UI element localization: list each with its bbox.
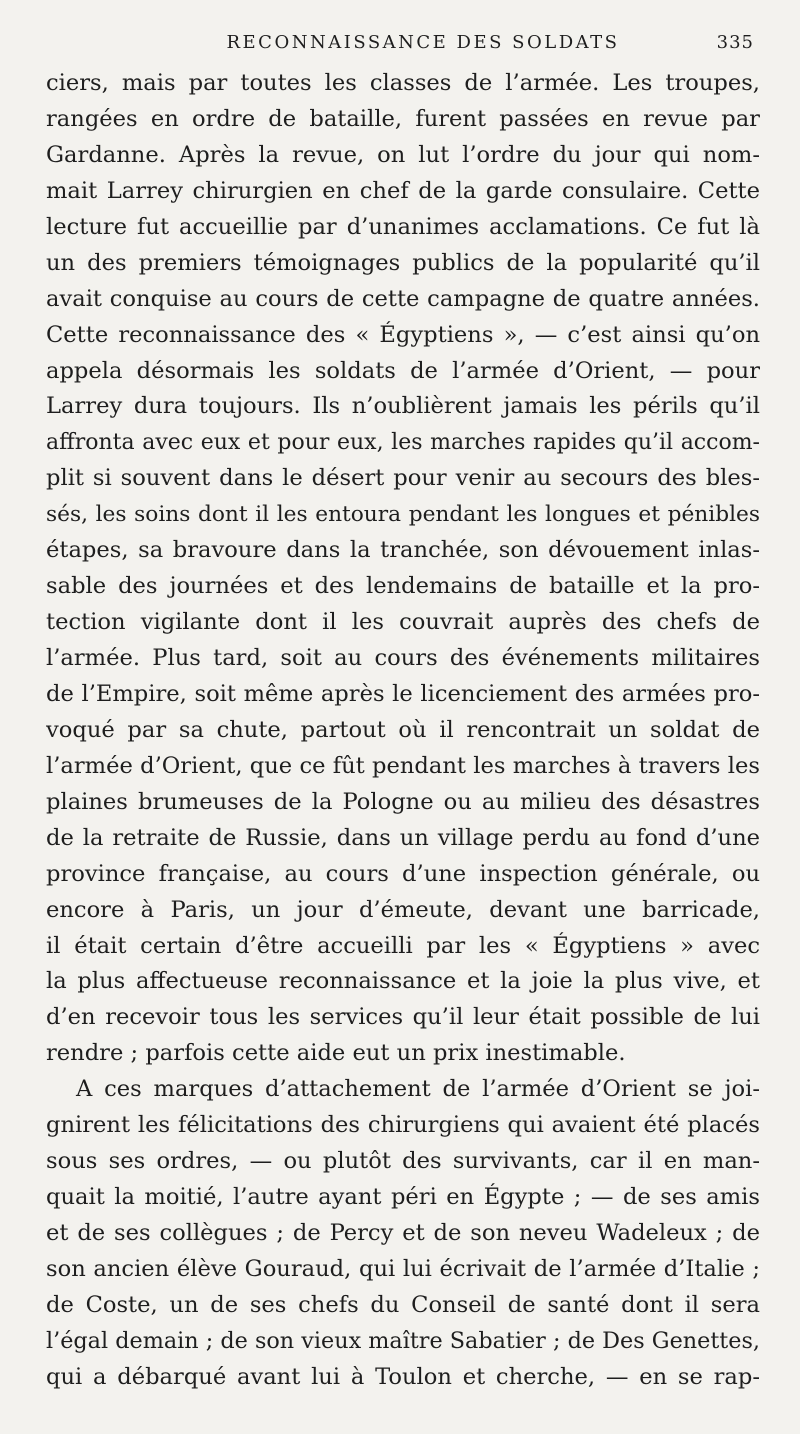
text-line: étapes, sa bravoure dans la tranchée, son dévouement inlas-	[46, 537, 760, 564]
text-line: sous ses ordres, — ou plutôt des survivants, car il en man-	[46, 1148, 760, 1175]
text-line: province française, au cours d’une inspection générale, ou	[46, 860, 760, 887]
text-line: de l’Empire, soit même après le licenciement des armées pro-	[46, 680, 760, 707]
text-line: plit si souvent dans le désert pour venir au secours des bles-	[46, 465, 760, 492]
paragraph-end-line: rendre ; parfois cette aide eut un prix inestimable.	[46, 1040, 626, 1067]
text-line: de Coste, un de ses chefs du Conseil de santé dont il sera	[46, 1291, 760, 1318]
body-text	[46, 66, 760, 1396]
text-line: Gardanne. Après la revue, on lut l’ordre du jour qui nom-	[46, 141, 760, 168]
text-line: quait la moitié, l’autre ayant péri en Égypte ; — de ses amis	[46, 1184, 760, 1211]
text-line: appela désormais les soldats de l’armée d’Orient, — pour	[46, 357, 760, 384]
running-title: RECONNAISSANCE DES SOLDATS	[226, 32, 620, 53]
text-line: avait conquise au cours de cette campagne de quatre années.	[46, 285, 760, 312]
text-line: sés, les soins dont il les entoura pendant les longues et pénibles	[46, 502, 760, 528]
text-line: affronta avec eux et pour eux, les marches rapides qu’il accom-	[46, 430, 760, 456]
text-line: un des premiers témoignages publics de la popularité qu’il	[46, 249, 760, 276]
text-line: mait Larrey chirurgien en chef de la garde consulaire. Cette	[46, 177, 760, 204]
text-line: sable des journées et des lendemains de bataille et la pro-	[46, 573, 760, 600]
text-line: Larrey dura toujours. Ils n’oublièrent jamais les périls qu’il	[46, 393, 760, 420]
text-line: plaines brumeuses de la Pologne ou au milieu des désastres	[46, 788, 760, 815]
paragraph-start-line: A ces marques d’attachement de l’armée d’Orient se joi-	[76, 1076, 760, 1103]
text-line: qui a débarqué avant lui à Toulon et cherche, — en se rap-	[46, 1363, 760, 1390]
text-line: la plus affectueuse reconnaissance et la joie la plus vive, et	[46, 968, 760, 995]
text-line: de la retraite de Russie, dans un village perdu au fond d’une	[46, 824, 760, 851]
running-header	[46, 26, 760, 66]
text-line: ciers, mais par toutes les classes de l’armée. Les troupes,	[46, 70, 760, 96]
text-line: encore à Paris, un jour d’émeute, devant une barricade,	[46, 896, 760, 923]
text-line: et de ses collègues ; de Percy et de son neveu Wadeleux ; de	[46, 1220, 760, 1246]
text-line: l’armée d’Orient, que ce fût pendant les marches à travers les	[46, 752, 760, 779]
text-line: Cette reconnaissance des « Égyptiens », — c’est ainsi qu’on	[46, 321, 760, 348]
text-line: l’armée. Plus tard, soit au cours des événements militaires	[46, 645, 760, 671]
text-line: gnirent les félicitations des chirurgiens qui avaient été placés	[46, 1112, 760, 1139]
text-line: il était certain d’être accueilli par les « Égyptiens » avec	[46, 932, 760, 959]
text-line: rangées en ordre de bataille, furent passées en revue par	[46, 105, 760, 132]
text-line: voqué par sa chute, partout où il rencontrait un soldat de	[46, 716, 760, 743]
text-line: l’égal demain ; de son vieux maître Sabatier ; de Des Genettes,	[46, 1327, 760, 1354]
page-number: 335	[716, 32, 754, 53]
text-line: tection vigilante dont il les couvrait auprès des chefs de	[46, 609, 760, 636]
text-line: d’en recevoir tous les services qu’il leur était possible de lui	[46, 1004, 760, 1031]
text-line: son ancien élève Gouraud, qui lui écrivait de l’armée d’Italie ;	[46, 1255, 760, 1282]
text-line: lecture fut accueillie par d’unanimes acclamations. Ce fut là	[46, 213, 760, 240]
